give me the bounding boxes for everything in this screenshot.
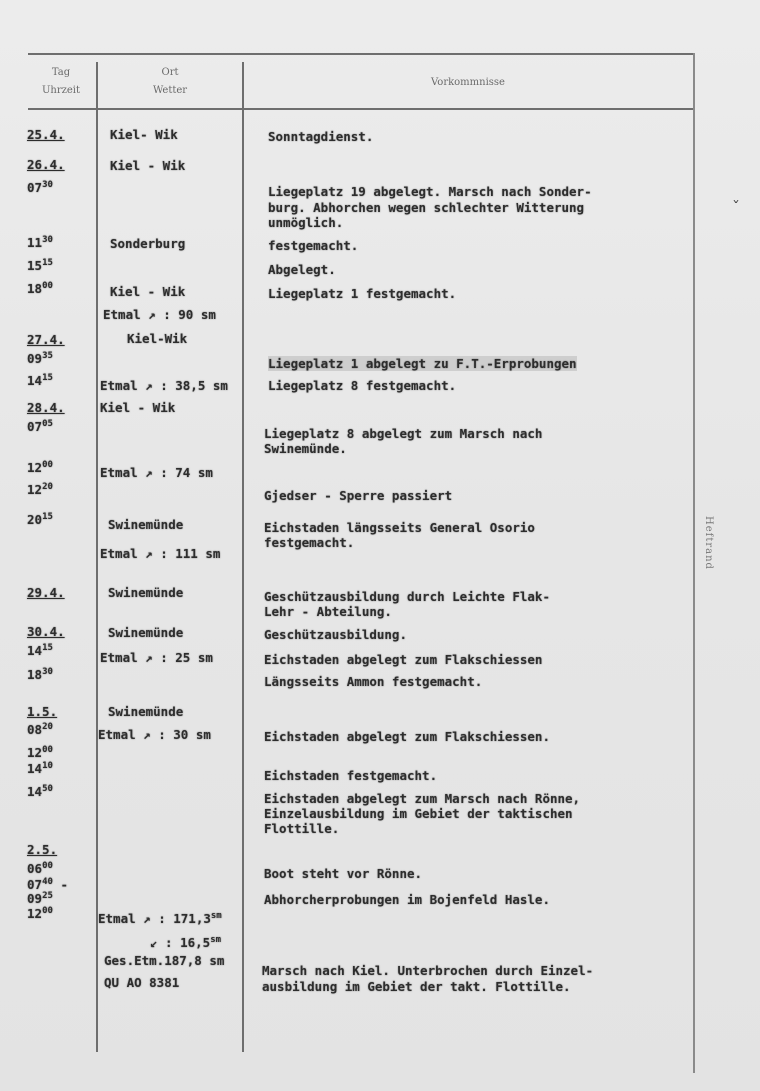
event-1200-c-l2: ausbildung im Gebiet der takt. Flottille. [262,979,571,994]
margin-mark: ˇ [732,198,740,217]
time-0600: $06^{00}$ [27,861,53,876]
total-etmal: Ges.Etm.187,8 sm [104,953,225,968]
event-1800: Liegeplatz 1 festgemacht. [268,286,457,301]
etmal-28-4-b: Etmal ↗ : 111 sm [100,546,221,561]
etmal-27-4: Etmal ↗ : 38,5 sm [100,378,228,393]
header-weather: Wetter [152,85,188,96]
time-1800: $18^{00}$ [27,281,53,296]
place-kiel-wik-1800: Kiel - Wik [110,284,186,299]
header-col-place-weather [100,64,240,100]
time-0935: $09^{35}$ [27,351,53,366]
event-1415-b: Eichstaden abgelegt zum Flakschiessen [264,652,543,667]
time-1200-a: $12^{00}$ [27,460,53,475]
event-0740: Abhorcherprobungen im Bojenfeld Hasle. [264,892,550,907]
date-25-4: 25.4. [27,127,65,142]
event-1130: festgemacht. [268,238,359,253]
event-25-4: Sonntagdienst. [268,129,374,144]
event-0935: Liegeplatz 1 abgelegt zu F.T.-Erprobungen [268,356,577,371]
time-0740: $07^{40}$ - [27,877,68,892]
time-0730: $07^{30}$ [27,180,53,195]
top-rule [28,53,694,55]
date-28-4: 28.4. [27,400,65,415]
time-2015: $20^{15}$ [27,512,53,527]
event-0820: Eichstaden abgelegt zum Flakschiessen. [264,729,550,744]
event-0730-l2: burg. Abhorchen wegen schlechter Witterung [268,200,585,215]
event-1830: Längsseits Ammon festgemacht. [264,674,483,689]
etmal-2-5-a: Etmal ↗ : $171,3^{sm}$ [98,911,222,926]
event-1450-l1: Eichstaden abgelegt zum Marsch nach Rönne, [264,791,581,806]
date-1-5: 1.5. [27,704,58,719]
event-0705-l1: Liegeplatz 8 abgelegt zum Marsch nach [264,426,543,441]
date-2-5: 2.5. [27,842,58,857]
event-0600: Boot steht vor Rönne. [264,866,423,881]
etmal-26-4: Etmal ↗ : 90 sm [103,307,216,322]
event-2015-l2: festgemacht. [264,535,355,550]
event-2015-l1: Eichstaden längsseits General Osorio [264,520,535,535]
time-1450: $14^{50}$ [27,784,53,799]
margin-label: Heftrand [703,516,714,570]
place-26-4: Kiel - Wik [110,158,186,173]
time-1830: $18^{30}$ [27,667,53,682]
event-1515: Abgelegt. [268,262,336,277]
etmal-30-4: Etmal ↗ : 25 sm [100,650,213,665]
place-swinemuende-2015: Swinemünde [108,517,184,532]
event-1415-a: Liegeplatz 8 festgemacht. [268,378,457,393]
date-30-4: 30.4. [27,624,65,639]
header-bottom-rule [28,108,694,110]
time-1415-a: $14^{15}$ [27,373,53,388]
date-29-4: 29.4. [27,585,65,600]
event-29-4-l1: Geschützausbildung durch Leichte Flak- [264,589,550,604]
header-day: Tag [51,67,71,78]
time-1515: $15^{15}$ [27,258,53,273]
place-sonderburg: Sonderburg [110,236,186,251]
event-1220: Gjedser - Sperre passiert [264,488,453,503]
date-27-4: 27.4. [27,332,65,347]
header-col-day-time [30,64,92,100]
event-0730-l3: unmöglich. [268,215,344,230]
time-1410: $14^{10}$ [27,761,53,776]
event-1450-l2: Einzelausbildung im Gebiet der taktischen [264,806,573,821]
time-0705: $07^{05}$ [27,419,53,434]
event-0705-l2: Swinemünde. [264,441,347,456]
time-0820: $08^{20}$ [27,722,53,737]
header-time: Uhrzeit [41,85,81,96]
time-0925: $09^{25}$ [27,891,53,906]
place-27-4: Kiel-Wik [127,331,188,346]
event-29-4-l2: Lehr - Abteilung. [264,604,392,619]
place-1-5: Swinemünde [108,704,184,719]
event-30-4: Geschützausbildung. [264,627,407,642]
time-1415-b: $14^{15}$ [27,643,53,658]
right-border [693,53,695,1073]
col-divider-1 [96,62,98,1052]
date-26-4: 26.4. [27,157,65,172]
etmal-1-5: Etmal ↗ : 30 sm [98,727,211,742]
grid-square: QU AO 8381 [104,975,180,990]
place-30-4: Swinemünde [108,625,184,640]
place-25-4: Kiel- Wik [110,127,178,142]
etmal-28-4-a: Etmal ↗ : 74 sm [100,465,213,480]
time-1130: $11^{30}$ [27,235,53,250]
time-1200-b: $12^{00}$ [27,745,53,760]
place-28-4: Kiel - Wik [100,400,176,415]
time-1220: $12^{20}$ [27,482,53,497]
header-place: Ort [161,67,179,78]
event-1200-c-l1: Marsch nach Kiel. Unterbrochen durch Einzel- [262,963,594,978]
time-1200-c: $12^{00}$ [27,906,53,921]
event-1450-l3: Flottille. [264,821,340,836]
col-divider-2 [242,62,244,1052]
header-events: Vorkommnisse [431,77,505,88]
etmal-2-5-b: ↙ : $16,5^{sm}$ [150,935,222,950]
place-29-4: Swinemünde [108,585,184,600]
event-1410: Eichstaden festgemacht. [264,768,438,783]
event-0730-l1: Liegeplatz 19 abgelegt. Marsch nach Sonder- [268,184,592,199]
